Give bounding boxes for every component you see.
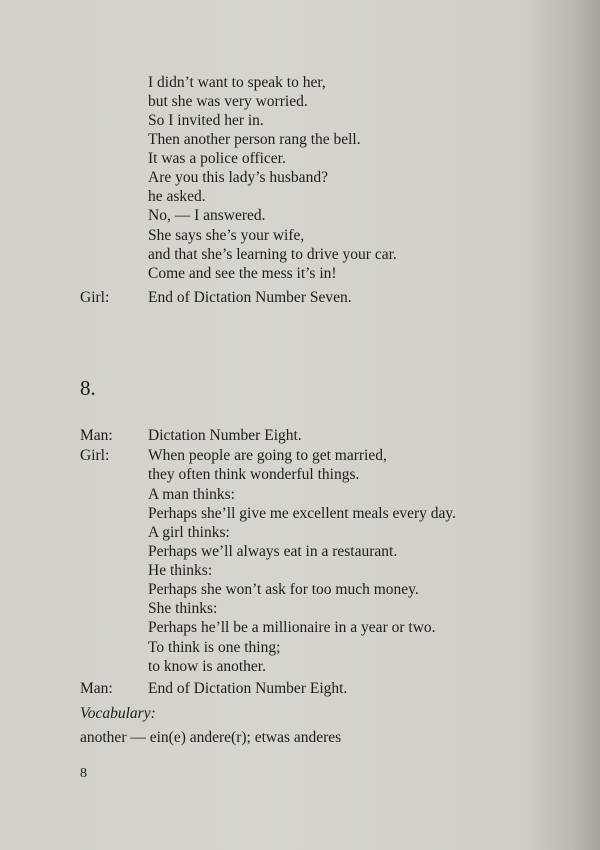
dialogue-line: Dictation Number Eight. — [148, 427, 302, 444]
dialogue-line: but she was very worried. — [148, 93, 308, 110]
dialogue-line: to know is another. — [148, 658, 266, 675]
dialogue-line: Perhaps she’ll give me excellent meals every day. — [148, 505, 457, 522]
speaker-label: Man: — [80, 680, 113, 697]
dialogue-line: they often think wonderful things. — [148, 466, 360, 483]
vocabulary-heading: Vocabulary: — [80, 705, 156, 722]
dialogue-line: So I invited her in. — [148, 112, 264, 129]
page-number: 8 — [80, 766, 87, 781]
dialogue-line: No, — I answered. — [148, 207, 266, 224]
page-fold-shadow — [530, 0, 600, 850]
dialogue-line: I didn’t want to speak to her, — [148, 74, 326, 91]
speaker-label: Girl: — [80, 447, 110, 464]
dialogue-line: To think is one thing; — [148, 639, 281, 656]
dialogue-line: End of Dictation Number Eight. — [148, 680, 348, 697]
dialogue-line: he asked. — [148, 188, 206, 205]
dialogue-line: Come and see the mess it’s in! — [148, 265, 337, 282]
dialogue-line: A man thinks: — [148, 486, 235, 503]
dialogue-line: A girl thinks: — [148, 524, 230, 541]
dialogue-line: Perhaps he’ll be a millionaire in a year or two. — [148, 619, 436, 636]
dialogue-line: End of Dictation Number Seven. — [148, 289, 352, 306]
dialogue-line: Perhaps we’ll always eat in a restaurant. — [148, 543, 398, 560]
vocabulary-entry: another — ein(e) andere(r); etwas anderes — [80, 729, 342, 746]
dialogue-line: Are you this lady’s husband? — [148, 169, 328, 186]
dialogue-line: Perhaps she won’t ask for too much money. — [148, 581, 419, 598]
dialogue-line: She thinks: — [148, 600, 218, 617]
dialogue-line: When people are going to get married, — [148, 447, 387, 464]
dialogue-line: and that she’s learning to drive your car. — [148, 246, 397, 263]
dialogue-line: He thinks: — [148, 562, 213, 579]
speaker-label: Man: — [80, 427, 113, 444]
section-number: 8. — [80, 376, 96, 400]
dialogue-line: She says she’s your wife, — [148, 227, 305, 244]
speaker-label: Girl: — [80, 289, 110, 306]
dialogue-line: Then another person rang the bell. — [148, 131, 361, 148]
dialogue-line: It was a police officer. — [148, 150, 286, 167]
